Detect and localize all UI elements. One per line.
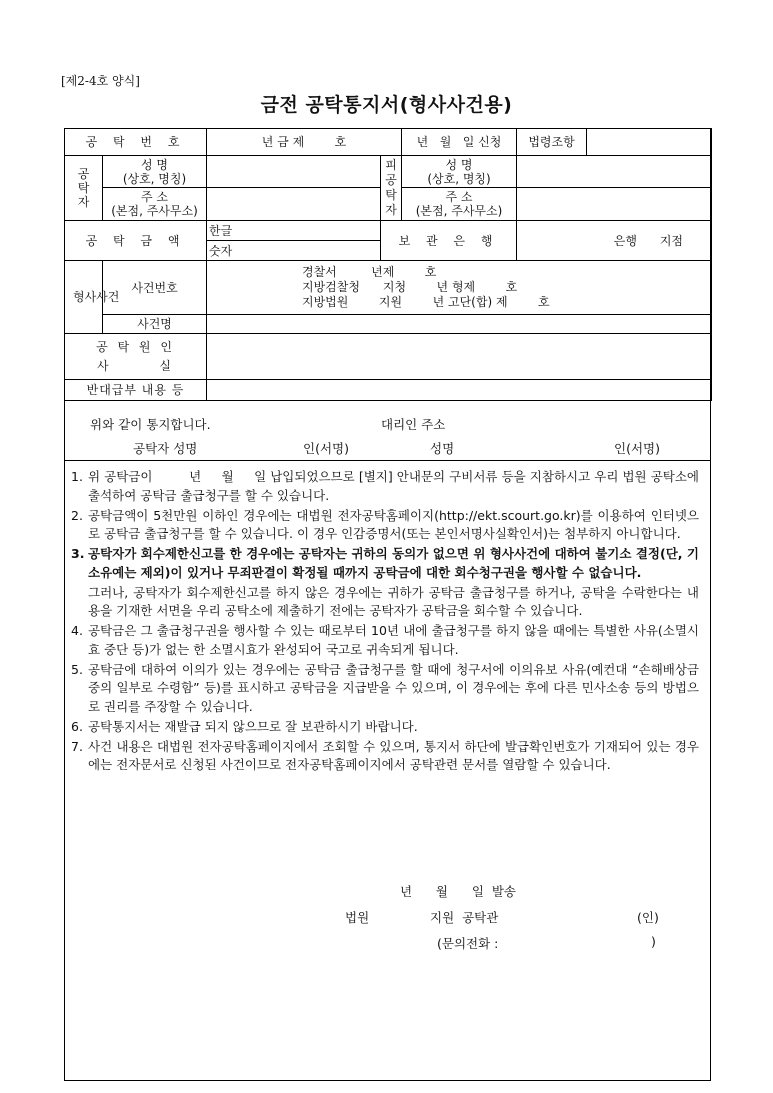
cause-label: 공 탁 원 인 사 실: [65, 334, 207, 380]
amount-label: 공 탁 금 액: [65, 221, 207, 261]
note-number: 3.: [71, 546, 85, 561]
note-item: [66, 738, 707, 775]
document-title: 금전 공탁통지서(형사사건용): [260, 94, 513, 116]
case-line-prosecution: 지방검찰청 지청 년 형제 호: [302, 280, 518, 294]
agent-name-label: 성명: [430, 441, 455, 456]
note-text: 공탁통지서는 재발급 되지 않으므로 잘 보관하시기 바랍니다.: [88, 718, 418, 734]
counter-performance-label: 반대급부 내용 등: [65, 380, 207, 401]
note-text: 공탁금에 대하여 이의가 있는 경우에는 공탁금 출급청구를 할 때에 청구서에 이의유보 사유(예컨대 “손해배상금 중의 일부로 수령함” 등)를 표시하고 공탁금을 지급받을 수 있으며, 이 경우에는 후에 다른 민사소송 등의 방법으로 권리를 주장할 수 있습니다.: [88, 661, 699, 714]
bank-value: 은행 지점: [517, 221, 712, 261]
case-line-court: 지방법원 지원 년 고단(합) 제 호: [302, 295, 550, 309]
criminal-case-text: 형사사건: [73, 290, 120, 304]
case-no-label: 사건번호: [103, 261, 207, 315]
case-no-value: [207, 261, 712, 315]
branch-officer-label: 지원 공탁관: [430, 910, 499, 925]
form-number: [제2-4호 양식]: [61, 74, 140, 88]
deposit-info-table: [64, 128, 712, 401]
note-item: [66, 468, 707, 505]
depositee-address-label: 주 소 (본점, 주사무소): [402, 188, 517, 221]
criminal-case-label: [65, 261, 120, 334]
note-number: 1.: [71, 469, 83, 484]
notes-list: [66, 468, 707, 776]
case-line-police: 경찰서 년제 호: [302, 265, 437, 279]
deposit-no-value: 년 금 제 호: [207, 129, 402, 156]
note-text: 위 공탁금이 년 월 일 납입되었으므로 [별지] 안내문의 구비서류 등을 지참하시고 우리 법원 공탁소에 출석하여 공탁금 출급청구를 할 수 있습니다.: [88, 469, 703, 503]
bank-label: 보 관 은 행: [381, 221, 517, 261]
cause-value: [207, 334, 712, 380]
note-item: [66, 507, 707, 544]
phone-close: ): [651, 934, 656, 949]
officer-seal: (인): [637, 910, 659, 925]
deposit-no-label: 공 탁 번 호: [65, 129, 207, 156]
depositee-address-value: [517, 188, 712, 221]
depositee-name-label: 성 명 (상호, 명칭): [402, 156, 517, 188]
depositee-name-value: [517, 156, 712, 188]
amount-korean-label: 한글: [207, 221, 381, 241]
note-text: 사건 내용은 대법원 전자공탁홈페이지에서 조회할 수 있으며, 통지서 하단에 발급확인번호가 기재되어 있는 경우에는 전자문서로 신청된 사건이므로 전자공탁홈페이지에서 공탁관련 문서를 열람할 수 있습니다.: [88, 738, 699, 772]
agent-address-label: 대리인 주소: [381, 417, 446, 432]
note-text: 공탁자가 회수제한신고를 한 경우에는 공탁자는 귀하의 동의가 없으면 위 형사사건에 대하여 불기소 결정(단, 기소유예는 제외)이 있거나 무죄판결이 확정될 때까지 공탁금에 대한 회수청구권을 행사할 수 없습니다.: [88, 546, 699, 580]
note-item: [66, 718, 707, 737]
note-item: [66, 622, 707, 659]
dispatch-date: 년 월 일 발송: [400, 884, 517, 899]
depositor-sign-label: 공탁자 성명: [133, 441, 198, 456]
depositor-address-label: 주 소 (본점, 주사무소): [103, 188, 207, 221]
depositor-address-value: [207, 188, 381, 221]
note-text: 공탁금액이 5천만원 이하인 경우에는 대법원 전자공탁홈페이지(http://ekt.scourt.go.kr)를 이용하여 인터넷으로 공탁금 출급청구를 할 수 있습니다. 이 경우 인감증명서(또는 본인서명사실확인서)는 첨부하지 아니합니다.: [88, 507, 699, 541]
apply-date: 년 월 일 신청: [402, 129, 517, 156]
depositor-name-value: [207, 156, 381, 188]
legal-basis-value: [587, 129, 712, 156]
depositor-name-label: 성 명 (상호, 명칭): [103, 156, 207, 188]
note-number: 4.: [71, 623, 83, 638]
depositee-label: 피 공 탁 자: [381, 156, 402, 221]
agent-seal: 인(서명): [614, 441, 660, 456]
depositor-label: 공 탁 자: [65, 156, 103, 221]
note-text: 공탁금은 그 출급청구권을 행사할 수 있는 때로부터 10년 내에 출급청구를 하지 않을 때에는 특별한 사유(소멸시효 중단 등)가 없는 한 소멸시효가 완성되어 국고로 귀속되게 됩니다.: [88, 623, 699, 657]
note-number: 6.: [71, 718, 83, 734]
note-number: 2.: [71, 507, 83, 523]
court-label: 법원: [345, 910, 370, 925]
legal-basis-label: 법령조항: [517, 129, 587, 156]
case-name-label: 사건명: [103, 315, 207, 334]
divider: [64, 460, 711, 461]
amount-digits-label: 숫자: [207, 241, 381, 261]
notice-statement: 위와 같이 통지합니다.: [90, 417, 211, 432]
note-number: 7.: [71, 738, 83, 754]
depositor-seal: 인(서명): [303, 441, 349, 456]
phone-label: (문의전화 :: [437, 936, 499, 951]
note-continuation: 그러나, 공탁자가 회수제한신고를 하지 않은 경우에는 귀하가 공탁금 출급청구를 하거나, 공탁을 수락한다는 내용을 기재한 서면을 우리 공탁소에 제출하기 전에는 공탁자가 공탁금을 회수할 수 있습니다.: [88, 584, 699, 618]
case-name-value: [207, 315, 712, 334]
note-item: [66, 661, 707, 717]
note-item-emphasis: [66, 545, 707, 582]
note-number: 5.: [71, 661, 83, 677]
counter-performance-value: [207, 380, 712, 401]
